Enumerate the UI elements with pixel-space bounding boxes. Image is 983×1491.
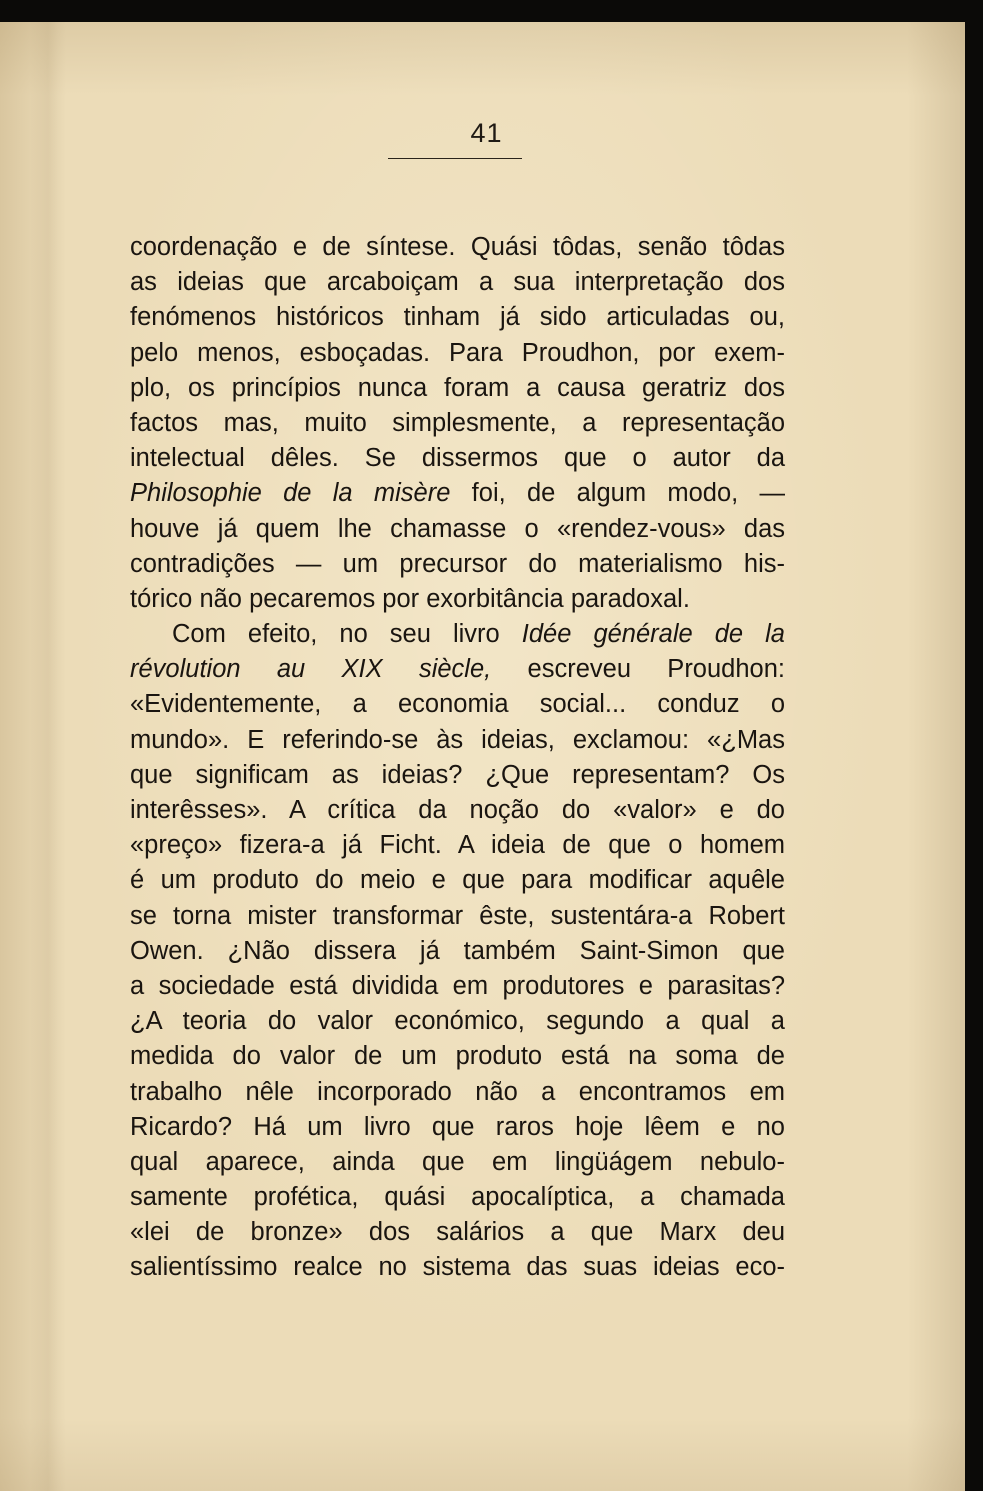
book-page: [0, 22, 965, 1491]
text-line: Owen. ¿Não dissera já também Saint-Simon que: [130, 936, 785, 965]
text-line: salientíssimo realce no sistema das suas ideias eco-: [130, 1253, 785, 1282]
header-rule: [388, 158, 522, 159]
paragraph-end-line: tórico não pecaremos por exorbitância paradoxal.: [130, 584, 690, 613]
text-line: samente profética, quási apocalíptica, a chamada: [130, 1183, 785, 1212]
text-line: contradições — um precursor do materialismo his-: [130, 549, 785, 578]
text-line: [130, 476, 785, 511]
text-line: qual aparece, ainda que em lingüágem nebulo-: [130, 1147, 785, 1176]
text-line: as ideias que arcaboiçam a sua interpretação dos: [130, 268, 785, 297]
text-line: interêsses». A crítica da noção do «valor» e do: [130, 796, 785, 824]
text-line: se torna mister transformar êste, sustentára-a Robert: [130, 901, 785, 930]
text-line: «Evidentemente, a economia social... conduz o: [130, 690, 785, 719]
text-line: houve já quem lhe chamasse o «rendez-vous» das: [130, 514, 785, 543]
text-line: é um produto do meio e que para modificar aquêle: [130, 866, 785, 895]
body-text: [130, 230, 785, 1286]
text-line: ¿A teoria do valor económico, segundo a qual a: [130, 1007, 785, 1036]
text-line: que significam as ideias? ¿Que representam? Os: [130, 760, 785, 789]
text-line: «lei de bronze» dos salários a que Marx deu: [130, 1218, 785, 1247]
text-line: trabalho nêle incorporado não a encontramos em: [130, 1077, 785, 1106]
text-line: coordenação e de síntese. Quási tôdas, senão tôdas: [130, 233, 785, 261]
text-line: Ricardo? Há um livro que raros hoje lêem e no: [130, 1112, 785, 1141]
page-number: 41: [470, 118, 503, 148]
text-line: factos mas, muito simplesmente, a representação: [130, 408, 785, 437]
text-line: a sociedade está dividida em produtores e parasitas?: [130, 971, 785, 1000]
text-fragment: escreveu Proudhon:: [491, 655, 785, 684]
text-fragment: Com efeito, no seu livro: [172, 620, 522, 649]
book-title-italic: Idée générale de la: [521, 620, 785, 649]
text-line: medida do valor de um produto está na soma de: [130, 1042, 785, 1071]
book-title-italic: Philosophie de la misère: [130, 479, 451, 508]
text-line: mundo». E referindo-se às ideias, exclamou: «¿Mas: [130, 725, 785, 754]
text-line: pelo menos, esboçadas. Para Proudhon, por exem-: [130, 338, 785, 367]
text-line: intelectual dêles. Se dissermos que o autor da: [130, 444, 785, 473]
text-line: «preço» fizera-a já Ficht. A ideia de que o homem: [130, 831, 785, 860]
text-fragment: foi, de algum modo, —: [450, 479, 785, 508]
page-gutter: [30, 22, 66, 1491]
text-line: plo, os princípios nunca foram a causa geratriz dos: [130, 373, 785, 402]
text-line: fenómenos históricos tinham já sido articuladas ou,: [130, 303, 785, 332]
book-title-italic: révolution au XIX siècle,: [130, 655, 492, 684]
text-line: [130, 617, 785, 652]
text-line: [130, 652, 785, 687]
